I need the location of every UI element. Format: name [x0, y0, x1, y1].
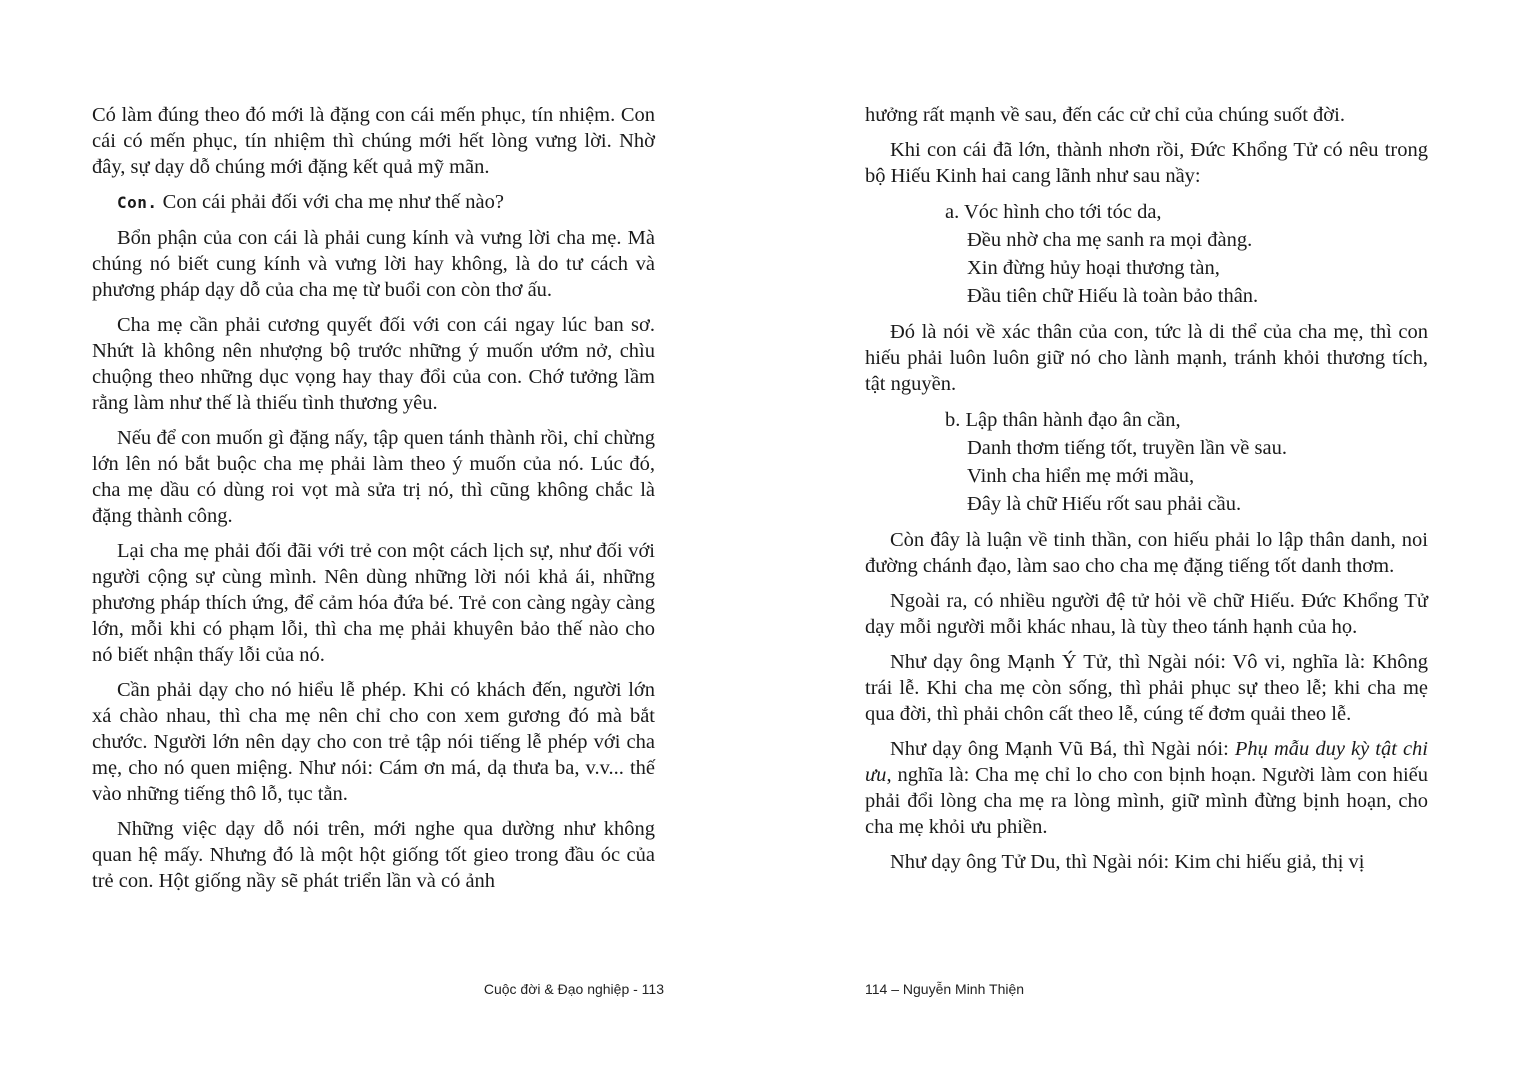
paragraph: Còn đây là luận về tinh thần, con hiếu phải lo lập thân danh, noi đường chánh đạo, làm sao cho cha mẹ đặng tiếng tốt danh thơm. — [865, 529, 1428, 577]
verse-line: b. Lập thân hành đạo ân cần, — [945, 409, 1181, 431]
verse-line: Danh thơm tiếng tốt, truyền lần về sau. — [967, 437, 1287, 459]
verse-line: Xin đừng hủy hoại thương tàn, — [967, 257, 1220, 279]
paragraph: Nếu để con muốn gì đặng nấy, tập quen tánh thành rồi, chỉ chừng lớn lên nó bắt buộc cha mẹ phải làm theo ý muốn của nó. Lúc đó, cha mẹ dầu có dùng roi vọt mà sửa trị nó, thì cũng không chắc là đặng thành công. — [92, 427, 655, 527]
paragraph: Lại cha mẹ phải đối đãi với trẻ con một cách lịch sự, như đối với người cộng sự cùng mình. Nên dùng những lời nói khả ái, những phương pháp thích ứng, để cảm hóa đứa bé. Trẻ con càng ngày càng lớn, mỗi khi có phạm lỗi, thì cha mẹ phải khuyên bảo thế nào cho nó biết nhận thấy lỗi của nó. — [92, 540, 655, 666]
paragraph: hưởng rất mạnh về sau, đến các cử chỉ của chúng suốt đời. — [865, 104, 1345, 126]
paragraph: Những việc dạy dỗ nói trên, mới nghe qua dường như không quan hệ mấy. Nhưng đó là một hột giống tốt gieo trong đầu óc của trẻ con. Hột giống nầy sẽ phát triển lần và có ảnh — [92, 818, 655, 892]
paragraph: Cần phải dạy cho nó hiểu lễ phép. Khi có khách đến, người lớn xá chào nhau, thì cha mẹ nên chỉ cho con xem gương đó mà bắt chước. Người lớn nên dạy cho con trẻ tập nói tiếng lễ phép với cha mẹ, cho nó quen miệng. Như nói: Cám ơn má, dạ thưa ba, v.v... thế vào những tiếng thô lỗ, tục tằn. — [92, 679, 655, 805]
right-page — [865, 102, 1428, 884]
paragraph — [865, 736, 1428, 840]
verse-line: Đều nhờ cha mẹ sanh ra mọi đàng. — [967, 229, 1253, 251]
question-tag: Con. — [117, 193, 158, 212]
question-text: Con cái phải đối với cha mẹ như thế nào? — [162, 191, 504, 213]
verse-b — [945, 406, 1428, 518]
verse-line: Vinh cha hiển mẹ mới mầu, — [967, 465, 1195, 487]
paragraph-lead: Như dạy ông Mạnh Vũ Bá, thì Ngài nói: — [890, 738, 1235, 760]
paragraph: Bổn phận của con cái là phải cung kính và vưng lời cha mẹ. Mà chúng nó biết cung kính và vưng lời hay không, là do tư cách và phương pháp dạy dỗ của cha mẹ từ buổi con còn thơ ấu. — [92, 227, 655, 301]
paragraph: Đó là nói về xác thân của con, tức là di thể của cha mẹ, thì con hiếu phải luôn luôn giữ nó cho lành mạnh, tránh khỏi thương tích, tật nguyền. — [865, 321, 1428, 395]
footer-right: 114 – Nguyễn Minh Thiện — [865, 981, 1025, 997]
paragraph: Ngoài ra, có nhiều người đệ tử hỏi về chữ Hiếu. Đức Khổng Tử dạy mỗi người mỗi khác nhau, là tùy theo tánh hạnh của họ. — [865, 590, 1428, 638]
left-page — [92, 102, 655, 903]
verse-line: Đây là chữ Hiếu rốt sau phải cầu. — [967, 493, 1242, 515]
quoted-phrase: Phụ mẫu duy kỳ tật chi ưu — [865, 738, 1428, 786]
paragraph: Khi con cái đã lớn, thành nhơn rồi, Đức Khổng Tử có nêu trong bộ Hiếu Kinh hai cang lãnh như sau nầy: — [865, 139, 1428, 187]
verse-line: a. Vóc hình cho tới tóc da, — [945, 201, 1162, 223]
paragraph: Cha mẹ cần phải cương quyết đối với con cái ngay lúc ban sơ. Nhứt là không nên nhượng bộ trước những ý muốn ướm nở, chìu chuộng theo những dục vọng hay thay đổi của con. Chớ tưởng lầm rằng làm như thế là thiếu tình thương yêu. — [92, 314, 655, 414]
verse-a — [945, 198, 1428, 310]
question-line — [92, 189, 655, 216]
paragraph-rest: , nghĩa là: Cha mẹ chỉ lo cho con bịnh hoạn. Người làm con hiếu phải đổi lòng cha mẹ ra lòng mình, giữ mình đừng bịnh hoạn, cho cha mẹ khỏi ưu phiền. — [865, 764, 1428, 838]
paragraph: Có làm đúng theo đó mới là đặng con cái mến phục, tín nhiệm. Con cái có mến phục, tín nhiệm thì chúng mới hết lòng vưng lời. Nhờ đây, sự dạy dỗ chúng mới đặng kết quả mỹ mãn. — [92, 104, 655, 178]
verse-line: Đầu tiên chữ Hiếu là toàn bảo thân. — [967, 285, 1259, 307]
paragraph: Như dạy ông Mạnh Ý Tử, thì Ngài nói: Vô vi, nghĩa là: Không trái lễ. Khi cha mẹ còn sống, thì phải phục sự theo lễ; khi cha mẹ qua đời, thì phải chôn cất theo lễ, cúng tế đơm quải theo lễ. — [865, 651, 1428, 725]
footer-left: Cuộc đời & Đạo nghiệp - 113 — [483, 981, 664, 997]
paragraph: Như dạy ông Tử Du, thì Ngài nói: Kim chi hiếu giả, thị vị — [890, 851, 1365, 873]
